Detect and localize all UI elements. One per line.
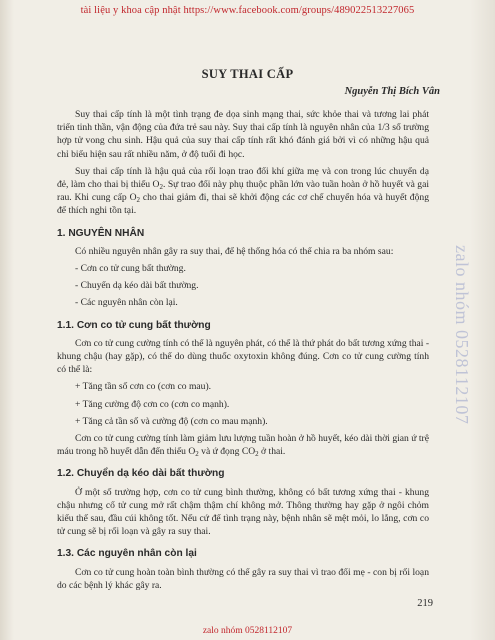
author-name: Nguyễn Thị Bích Vân — [344, 86, 440, 97]
prolonged-labor-paragraph: Ở một số trường hợp, cơn co tử cung bình thường, không có bất tương xứng thai - khung chậu nhưng cổ tử cung mở rất chậm thậm chí không mở. Thông thường hay gặp ở ngôi chỏm kiểu thế sau, đầu cúi không tốt. Nếu cứ để tình trạng này, bệnh nhân sẽ mệt mỏi, lo lắng, cơn co tử cung sẽ bị rối loạn và gây ra suy thai. — [57, 486, 429, 538]
contractions-paragraph-1: Cơn co tử cung cường tính có thể là nguyên phát, có thể là thứ phát do bất tương xứng thai - khung chậu (hay gặp), có thể do dùng thuốc oxytoxin không đúng. Cơn co tử cung cường tính có thể là: — [57, 337, 430, 376]
section-lead: Có nhiều nguyên nhân gây ra suy thai, để hệ thống hóa có thể chia ra ba nhóm sau: — [75, 245, 394, 257]
page-title: SUY THAI CẤP — [201, 67, 294, 81]
page-number: 219 — [417, 598, 433, 609]
list-item: - Cơn co tử cung bất thường. — [75, 263, 186, 275]
list-item: - Chuyển dạ kéo dài bất thường. — [75, 280, 199, 292]
footer-banner: zalo nhóm 0528112107 — [202, 626, 293, 636]
list-item: + Tăng cường độ cơn co (cơn co mạnh). — [75, 398, 230, 410]
intro-paragraph-1: Suy thai cấp tính là một tình trạng đe dọa sinh mạng thai, sức khỏe thai và tương lai phát triển tinh thần, vận động của đứa trẻ sau này. Suy thai cấp tính là nguyên nhân của 1/3 số trường hợp tử vong chu sinh. Hậu quả của suy thai cấp tính rất khó đánh giá bởi vì có những hậu quả chỉ biểu hiện sau rất nhiều năm, ở độ tuổi đi học. — [57, 109, 429, 160]
section-heading-other-causes: 1.3. Các nguyên nhân còn lại — [57, 548, 197, 560]
header-banner-link[interactable]: tài liệu y khoa cập nhật https://www.facebook.com/groups/489022513227065 — [80, 5, 415, 16]
section-heading-contractions: 1.1. Cơn co tử cung bất thường — [57, 319, 211, 331]
intro-paragraph-2: Suy thai cấp tính là hậu quả của rối loạn trao đổi khí giữa mẹ và con trong lúc chuyển dạ đẻ, làm cho thai bị thiếu $O_2$. Sự trao đổi này phụ thuộc phần lớn vào tuần hoàn ở hồ huyết và gai rau. Khi cung cấp $O_2$ cho thai giảm đi, thai sẽ khởi động các cơ chế chuyển hóa và huyết động để thích nghi tồn tại. — [57, 165, 430, 217]
section-heading-causes: 1. NGUYÊN NHÂN — [57, 227, 145, 239]
other-causes-paragraph: Cơn co tử cung hoàn toàn bình thường có thể gây ra suy thai vì trao đổi mẹ - con bị rối loạn do các bệnh lý khác gây ra. — [57, 566, 429, 591]
list-item: - Các nguyên nhân còn lại. — [75, 297, 178, 309]
list-item: + Tăng cả tần số và cường độ (cơn co mau mạnh). — [75, 415, 268, 427]
section-heading-prolonged-labor: 1.2. Chuyển dạ kéo dài bất thường — [57, 468, 225, 480]
contractions-paragraph-2: Cơn co tử cung cường tính làm giảm lưu lượng tuần hoàn ở hồ huyết, kéo dài thời gian ứ trệ máu trong hồ huyết dẫn đến thiếu $O_2$ và ứ đọng $CO_2$ ở thai. — [57, 433, 429, 459]
document-body — [57, 108, 429, 596]
side-watermark: zalo nhóm 0528112107 — [452, 245, 472, 425]
list-item: + Tăng tần số cơn co (cơn co mau). — [75, 381, 212, 393]
